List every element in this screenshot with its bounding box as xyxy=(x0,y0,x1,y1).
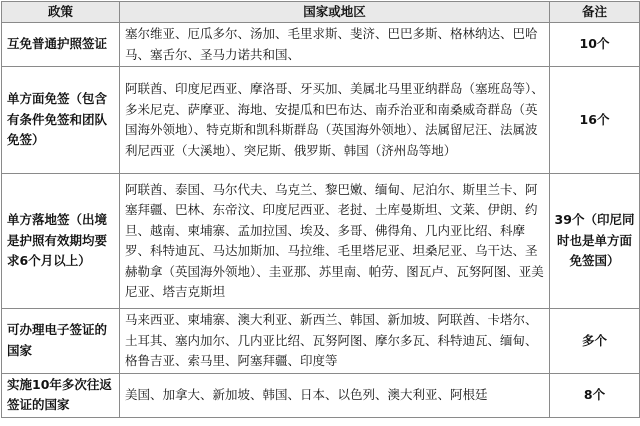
policy-cell: 单方面免签（包含有条件免签和团队免签） xyxy=(2,67,120,174)
table-row xyxy=(2,23,640,67)
note-cell: 多个 xyxy=(550,309,640,374)
table-row xyxy=(2,174,640,309)
policy-cell: 可办理电子签证的国家 xyxy=(2,309,120,374)
header-row xyxy=(2,2,640,23)
table-row xyxy=(2,309,640,374)
policy-cell: 单方落地签（出境是护照有效期均要求6个月以上） xyxy=(2,174,120,309)
note-cell: 16个 xyxy=(550,67,640,174)
countries-cell: 马来西亚、柬埔寨、澳大利亚、新西兰、韩国、新加坡、阿联酋、卡塔尔、土耳其、塞内加尔、几内亚比绍、瓦努阿图、摩尔多瓦、科特迪瓦、缅甸、格鲁吉亚、索马里、阿塞拜疆、印度等 xyxy=(120,309,550,374)
note-cell: 39个（印尼同时也是单方面免签国） xyxy=(550,174,640,309)
header-note: 备注 xyxy=(550,2,640,23)
header-countries: 国家或地区 xyxy=(120,2,550,23)
note-cell: 8个 xyxy=(550,373,640,417)
countries-cell: 塞尔维亚、厄瓜多尔、汤加、毛里求斯、斐济、巴巴多斯、格林纳达、巴哈马、塞舌尔、圣马力诺共和国、 xyxy=(120,23,550,67)
visa-policy-table xyxy=(1,1,640,418)
table-row xyxy=(2,373,640,417)
table-row xyxy=(2,67,640,174)
policy-cell: 互免普通护照签证 xyxy=(2,23,120,67)
policy-cell: 实施10年多次往返签证的国家 xyxy=(2,373,120,417)
countries-cell: 阿联酋、泰国、马尔代夫、乌克兰、黎巴嫩、缅甸、尼泊尔、斯里兰卡、阿塞拜疆、巴林、东帝汶、印度尼西亚、老挝、土库曼斯坦、文莱、伊朗、约旦、越南、柬埔寨、孟加拉国、埃及、多哥、佛得角、几内亚比绍、科摩罗、科特迪瓦、马达加斯加、马拉维、毛里塔尼亚、坦桑尼亚、乌干达、圣赫勒拿（英国海外领地）、圭亚那、苏里南、帕劳、图瓦卢、瓦努阿图、亚美尼亚、塔吉克斯坦 xyxy=(120,174,550,309)
note-cell: 10个 xyxy=(550,23,640,67)
header-policy: 政策 xyxy=(2,2,120,23)
countries-cell: 美国、加拿大、新加坡、韩国、日本、以色列、澳大利亚、阿根廷 xyxy=(120,373,550,417)
countries-cell: 阿联酋、印度尼西亚、摩洛哥、牙买加、美属北马里亚纳群岛（塞班岛等）、多米尼克、萨摩亚、海地、安提瓜和巴布达、南乔治亚和南桑威奇群岛（英国海外领地）、特克斯和凯科斯群岛（英国海外领地）、法属留尼汪、法属波利尼西亚（大溪地）、突尼斯、俄罗斯、韩国（济州岛等地） xyxy=(120,67,550,174)
